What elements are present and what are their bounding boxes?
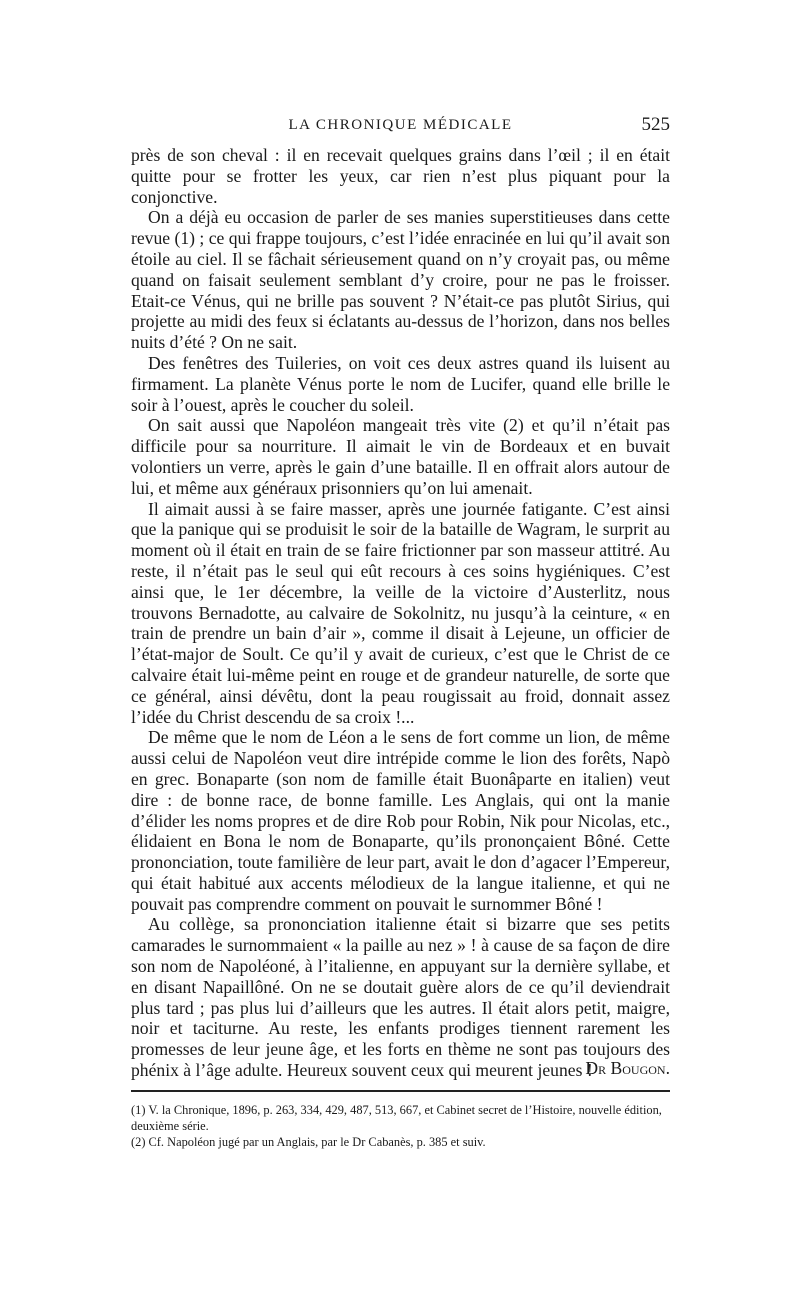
paragraph: Au collège, sa prononciation italienne était si bizarre que ses petits camarades le surnommaient « la paille au nez » ! à cause de sa façon de dire son nom de Napoléoné, à l’italienne, en appuyant sur la dernière syllabe, et en disant Napaillôné. On ne se doutait guère alors de ce qu’il deviendrait plus tard ; pas plus lui d’ailleurs que les autres. Il était alors petit, maigre, noir et taciturne. Au reste, les enfants prodiges tiennent rarement les promesses de leur jeune âge, et les forts en thème ne sont pas toujours des phénix à l’âge adulte. Heureux souvent ceux qui meurent jeunes ! — [131, 914, 670, 1081]
page-header — [131, 114, 670, 138]
page-number: 525 — [641, 114, 670, 135]
paragraph: De même que le nom de Léon a le sens de fort comme un lion, de même aussi celui de Napoléon veut dire intrépide comme le lion des forêts, Napò en grec. Bonaparte (son nom de famille était Buonâparte en italien) veut dire : de bonne race, de bonne famille. Les Anglais, qui ont la manie d’élider les noms propres et de dire Rob pour Robin, Nik pour Nicolas, etc., élidaient en Bona le nom de Bonaparte, qu’ils prononçaient Bôné. Cette prononciation, toute familière de leur part, avait le don d’agacer l’Empereur, qui était habitué aux accents mélodieux de la langue italienne, et qui ne pouvait pas comprendre comment on pouvait le surnommer Bôné ! — [131, 727, 670, 914]
paragraph: près de son cheval : il en recevait quelques grains dans l’œil ; il en était quitte pour se frotter les yeux, car rien n’est plus piquant pour la conjonctive. — [131, 145, 670, 207]
paragraph: On a déjà eu occasion de parler de ses manies superstitieuses dans cette revue (1) ; ce qui frappe toujours, c’est l’idée enracinée en lui qu’il avait son étoile au ciel. Il se fâchait sérieusement quand on n’y croyait pas, ou même quand on faisait seulement semblant d’y croire, pour ne pas le froisser. Etait-ce Vénus, qui ne brille pas souvent ? N’était-ce pas plutôt Sirius, qui projette au midi des feux si éclatants au-dessus de l’horizon, dans nos belles nuits d’été ? On ne sait. — [131, 207, 670, 353]
footnote: (1) V. la Chronique, 1896, p. 263, 334, 429, 487, 513, 667, et Cabinet secret de l’Histoire, nouvelle édition, deuxième série. — [131, 1103, 662, 1133]
paragraph: On sait aussi que Napoléon mangeait très vite (2) et qu’il n’était pas difficile pour sa nourriture. Il aimait le vin de Bordeaux et en buvait volontiers un verre, après le gain d’une bataille. Il en offrait alors autour de lui, et même aux généraux prisonniers qu’on lui amenait. — [131, 415, 670, 498]
footnote: (2) Cf. Napoléon jugé par un Anglais, par le Dr Cabanès, p. 385 et suiv. — [131, 1135, 486, 1149]
paragraph: Il aimait aussi à se faire masser, après une journée fatigante. C’est ainsi que la panique qui se produisit le soir de la bataille de Wagram, le surprit au moment où il était en train de se faire frictionner par son masseur attitré. Au reste, il n’était pas le seul qui eût recours à ces soins hygiéniques. C’est ainsi que, le 1er décembre, la veille de la victoire d’Austerlitz, nous trouvons Bernadotte, au calvaire de Sokolnitz, nu jusqu’à la ceinture, « en train de prendre un bain d’air », comme il disait à Lejeune, un officier de l’état-major de Soult. Ce qu’il y avait de curieux, c’est que le Christ de ce calvaire était lui-même peint en rouge et de grandeur naturelle, de sorte que ce général, ainsi dévêtu, dont la peau rougissait au froid, donnait assez l’idée du Christ descendu de sa croix !... — [131, 498, 670, 727]
author-signature: Dr Bougon. — [585, 1058, 670, 1078]
body-text — [131, 145, 670, 1081]
footnote-divider — [131, 1090, 670, 1092]
paragraph: Des fenêtres des Tuileries, on voit ces deux astres quand ils luisent au firmament. La planète Vénus porte le nom de Lucifer, quand elle brille le soir à l’ouest, après le coucher du soleil. — [131, 352, 670, 415]
running-title: LA CHRONIQUE MÉDICALE — [288, 117, 513, 133]
footnotes — [131, 1103, 670, 1152]
